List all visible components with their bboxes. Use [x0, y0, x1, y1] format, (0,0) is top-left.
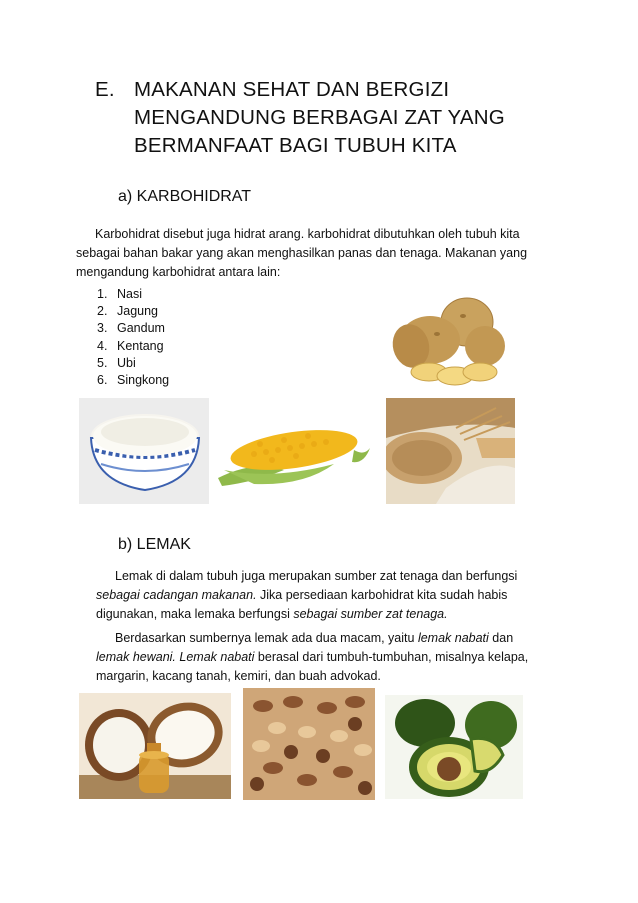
karbohidrat-line-2: sebagai bahan bakar yang akan menghasilkan panas dan tenaga. Makanan yang — [76, 246, 528, 260]
wheat-image — [386, 398, 515, 504]
karbohidrat-line-3: mengandung karbohidrat antara lain: — [76, 265, 281, 279]
potato-image — [385, 288, 507, 392]
list-item: 1. Nasi — [97, 287, 143, 301]
list-item: 2. Jagung — [97, 304, 159, 319]
rice-image — [79, 398, 209, 504]
title-line-3: BERMANFAAT BAGI TUBUH KITA — [134, 134, 457, 157]
lemak-p2-line-3: margarin, kacang tanah, kemiri, dan buah advokad. — [96, 669, 381, 683]
list-item: 5. Ubi — [97, 355, 136, 370]
coconut-image — [79, 693, 231, 799]
avocado-image — [385, 695, 523, 799]
corn-image — [214, 420, 374, 492]
section-title-lines — [134, 76, 554, 160]
lemak-p2-line-2: lemak hewani. Lemak nabati berasal dari tumbuh-tumbuhan, misalnya kelapa, — [96, 650, 529, 664]
section-number: E. — [95, 78, 115, 101]
karbohidrat-line-1: Karbohidrat disebut juga hidrat arang. karbohidrat dibutuhkan oleh tubuh kita — [95, 227, 520, 241]
lemak-p1-line-2: sebagai cadangan makanan. Jika persediaan karbohidrat kita sudah habis — [96, 588, 508, 602]
karbohidrat-paragraph — [76, 225, 527, 282]
list-item: 6. Singkong — [97, 373, 170, 388]
lemak-heading: b) LEMAK — [118, 536, 191, 553]
lemak-p1-line-3: digunakan, maka lemaka berfungsi sebagai sumber zat tenaga. — [96, 607, 448, 621]
lemak-p1-line-1: Lemak di dalam tubuh juga merupakan sumber zat tenaga dan berfungsi — [115, 569, 518, 583]
karbohidrat-list — [97, 286, 169, 389]
title-line-1: MAKANAN SEHAT DAN BERGIZI — [134, 78, 450, 101]
nuts-image — [243, 688, 375, 800]
title-line-2: MENGANDUNG BERBAGAI ZAT YANG — [134, 106, 505, 129]
karbohidrat-heading: a) KARBOHIDRAT — [118, 188, 252, 205]
lemak-paragraph-2 — [96, 629, 528, 686]
list-item: 4. Kentang — [97, 338, 164, 353]
lemak-paragraph-1 — [96, 567, 517, 624]
lemak-p2-line-1: Berdasarkan sumbernya lemak ada dua macam, yaitu lemak nabati dan — [115, 631, 514, 645]
list-item: 3. Gandum — [97, 321, 165, 336]
